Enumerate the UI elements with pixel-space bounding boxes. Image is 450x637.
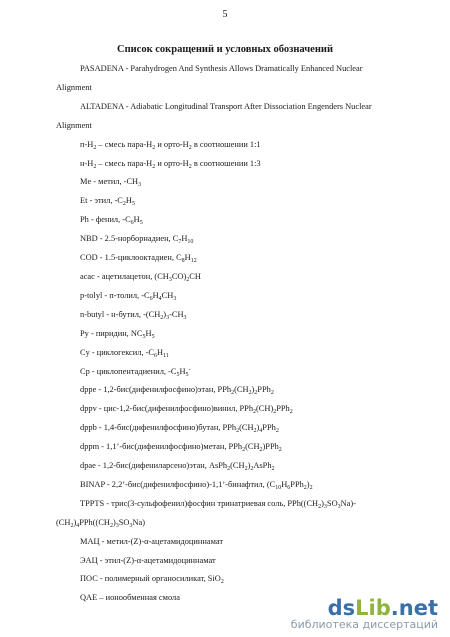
text-run: в соотношении 1:1	[191, 139, 261, 149]
formula-index: 6	[130, 220, 134, 227]
text-run: и орто-H	[155, 158, 189, 168]
formula-index: 2	[254, 390, 258, 397]
formula-index: 4	[76, 522, 80, 529]
formula-index: 2	[303, 484, 307, 491]
formula-index: 2	[309, 484, 313, 491]
formula-index: 2	[188, 144, 192, 151]
text-run: H	[157, 347, 164, 357]
text-run: Alignment	[56, 120, 92, 130]
text-run: PASADENA - Parahydrogen And Synthesis Allows Dramatically Enhanced Nuclear	[80, 64, 363, 73]
text-run: Alignment	[56, 82, 92, 92]
formula-index: 2	[70, 522, 74, 529]
formula-index: 2	[244, 466, 248, 473]
abbreviation-line	[56, 230, 426, 249]
text-run: (CH	[245, 442, 260, 452]
text-run: (CH)	[256, 404, 274, 414]
text-run: Ph - фенил, -C	[80, 215, 131, 225]
abbreviation-line	[56, 211, 426, 230]
formula-index: 2	[188, 163, 192, 170]
formula-index: 2	[318, 503, 322, 510]
abbreviation-line	[56, 249, 426, 268]
abbreviation-line	[56, 552, 426, 571]
abbreviation-line	[56, 306, 426, 325]
abbreviation-line	[56, 400, 426, 419]
text-run: dppm - 1,1’-бис(дифенилфосфино)метан, PPh	[80, 442, 243, 452]
text-run: CO)	[171, 271, 187, 281]
formula-index: 2	[227, 466, 231, 473]
formula-index: 2	[270, 390, 274, 397]
formula-index: 5	[185, 371, 189, 378]
abbreviation-line	[56, 325, 426, 344]
formula-index: 6	[154, 352, 157, 359]
formula-index: 2	[122, 201, 126, 208]
text-run: Cy - циклогексил, -C	[80, 347, 154, 357]
formula-index: 3	[337, 503, 341, 510]
formula-index: 3	[168, 276, 172, 283]
formula-index: 2	[271, 466, 275, 473]
abbreviation-line	[56, 533, 426, 552]
formula-index: 3	[183, 314, 187, 321]
formula-index: 3	[138, 182, 142, 189]
formula-index: 2	[248, 390, 252, 397]
text-run: )	[73, 517, 77, 527]
text-run: (CH	[230, 461, 245, 471]
text-run: CH	[161, 290, 174, 300]
watermark	[291, 597, 438, 631]
text-run: p-tolyl - п-толил, -C	[80, 290, 150, 300]
abbreviation-line	[56, 476, 426, 495]
formula-index: 2	[109, 522, 113, 529]
text-run: CH	[189, 271, 201, 281]
text-run: -CH	[169, 309, 184, 319]
text-run: (CH	[239, 423, 254, 433]
dslib-logo: dsLib.net	[327, 596, 438, 620]
formula-index: 2	[231, 390, 235, 397]
formula-index: 2	[253, 428, 257, 435]
watermark-subtitle: библиотека диссертаций	[290, 618, 438, 631]
formula-index: 6	[149, 295, 153, 302]
abbreviation-line	[56, 419, 426, 438]
text-run: dppb - 1,4-бис(дифенилфосфино)бутан, PPh	[80, 423, 237, 433]
abbreviation-line	[56, 363, 426, 382]
formula-index: 11	[163, 352, 169, 359]
formula-index: 2	[259, 447, 263, 454]
text-run: H	[133, 215, 140, 225]
text-run: H	[145, 328, 152, 338]
text-run: )	[251, 385, 255, 395]
formula-index: 2	[236, 428, 240, 435]
formula-index: 2	[152, 163, 156, 170]
text-run: acac - ацетилацетон, (CH	[80, 271, 169, 281]
text-run: Na)-	[340, 498, 356, 508]
abbreviation-line	[56, 79, 426, 98]
formula-index: 2	[160, 314, 164, 321]
text-run: BINAP - 2,2’-бис(дифенилфосфино)-1,1’-бинафтил, (C	[80, 479, 276, 489]
text-run: Et - этил, -C	[80, 196, 123, 206]
formula-index: 10	[275, 484, 282, 491]
formula-index: 2	[273, 409, 277, 416]
text-run: и орто-H	[155, 139, 189, 149]
abbreviation-line	[56, 192, 426, 211]
formula-index: 2	[93, 144, 97, 151]
text-run: dppv - цис-1,2-бис(дифенилфосфино)винил, PPh	[80, 404, 254, 414]
text-run: Me - метил, -CH	[80, 177, 139, 187]
text-run: AsPh	[253, 461, 272, 471]
abbreviation-line	[56, 60, 426, 79]
text-run: ПОС - полимерный органосиликат, SiO	[80, 574, 221, 584]
abbreviation-line	[56, 457, 426, 476]
formula-index: 2	[242, 447, 246, 454]
text-run: )	[163, 309, 167, 319]
text-run: H	[152, 290, 159, 300]
abbreviation-line	[56, 287, 426, 306]
text-run: ALTADENA - Adiabatic Longitudinal Transport After Dissociation Engenders Nuclear	[80, 101, 372, 111]
text-run: TPPTS - трис(3-сульфофенил)фосфин тринатриевая соль, PPh((CH	[80, 498, 319, 508]
abbreviation-line	[56, 344, 426, 363]
text-run: )PPh	[262, 442, 279, 452]
formula-index: 3	[115, 522, 119, 529]
page-number: 5	[222, 9, 228, 20]
formula-index: 2	[289, 409, 293, 416]
abbreviation-line	[56, 117, 426, 136]
formula-index: 2	[186, 276, 190, 283]
text-run: )	[247, 461, 251, 471]
formula-index: 2	[152, 144, 156, 151]
text-run: PPh((CH	[79, 517, 110, 527]
formula-index: 7	[178, 239, 182, 246]
text-run: COD - 1.5-циклооктадиен, C	[80, 253, 182, 263]
formula-index: 2	[250, 466, 254, 473]
text-run: n-butyl - н-бутил, -(CH	[80, 309, 161, 319]
formula-index: 2	[253, 409, 257, 416]
text-run: )	[306, 479, 310, 489]
formula-index: 2	[93, 163, 97, 170]
formula-index: 12	[190, 258, 197, 265]
abbreviation-line	[56, 98, 426, 117]
formula-index: 3	[323, 503, 327, 510]
text-run: dppe - 1,2-бис(дифенилфосфино)этан, PPh	[80, 385, 232, 395]
formula-index: 5	[131, 201, 135, 208]
abbreviation-line	[56, 438, 426, 457]
formula-index: 2	[275, 428, 279, 435]
text-run: Py - пиридин, NC	[80, 328, 143, 338]
formula-index: 8	[181, 258, 185, 265]
formula-index: 6	[287, 484, 291, 491]
text-run: )	[112, 517, 116, 527]
abbreviations-list	[56, 60, 426, 608]
text-run: МАЦ - метил-(Z)-α-ацетамидоциннамат	[80, 536, 223, 546]
text-run: (CH	[234, 385, 249, 395]
text-run: SO	[326, 498, 338, 508]
text-run: Cp - циклопентадиенил, -C	[80, 366, 177, 376]
text-run: н-H	[80, 158, 94, 168]
formula-index: 2	[278, 447, 282, 454]
formula-index: 5	[142, 333, 146, 340]
formula-index: 5	[139, 220, 143, 227]
text-run: (CH	[56, 517, 71, 527]
text-run: )	[256, 423, 260, 433]
formula-index: 4	[158, 295, 162, 302]
formula-index: 3	[129, 522, 133, 529]
formula-index: 2	[220, 579, 224, 586]
formula-index: 10	[187, 239, 194, 246]
text-run: PPh	[290, 479, 304, 489]
abbreviation-line	[56, 381, 426, 400]
text-run: H	[179, 366, 186, 376]
text-run: NBD - 2.5-норборнадиен, C	[80, 234, 179, 244]
text-run: H	[181, 234, 188, 244]
text-run: QAE – ионообменная смола	[80, 593, 180, 603]
formula-index: 3	[166, 314, 170, 321]
abbreviation-line	[56, 570, 426, 589]
text-run: PPh	[276, 404, 290, 414]
formula-index: -	[188, 366, 191, 373]
text-run: Na)	[132, 517, 146, 527]
formula-index: 4	[259, 428, 263, 435]
abbreviation-line	[56, 136, 426, 155]
text-run: – смесь пара-H	[96, 158, 153, 168]
text-run: PPh	[262, 423, 276, 433]
text-run: )	[321, 498, 324, 508]
abbreviation-line	[56, 155, 426, 174]
abbreviation-line	[56, 514, 426, 533]
text-run: H	[281, 479, 288, 489]
formula-index: 3	[173, 295, 177, 302]
formula-index: 5	[176, 371, 180, 378]
text-run: в соотношении 1:3	[191, 158, 261, 168]
text-run: H	[184, 253, 191, 263]
text-run: SO	[118, 517, 130, 527]
page-title: Список сокращений и условных обозначений	[117, 44, 333, 55]
text-run: PPh	[257, 385, 271, 395]
text-run: H	[125, 196, 132, 206]
abbreviation-line	[56, 268, 426, 287]
text-run: dpae - 1,2-бис(дифениларсено)этан, AsPh	[80, 461, 228, 471]
abbreviation-line	[56, 495, 426, 514]
formula-index: 5	[151, 333, 155, 340]
text-run: п-H	[80, 139, 94, 149]
text-run: – смесь пара-H	[96, 139, 153, 149]
abbreviation-line	[56, 173, 426, 192]
text-run: ЭАЦ - этил-(Z)-α-ацетамидоциннамат	[80, 555, 216, 565]
